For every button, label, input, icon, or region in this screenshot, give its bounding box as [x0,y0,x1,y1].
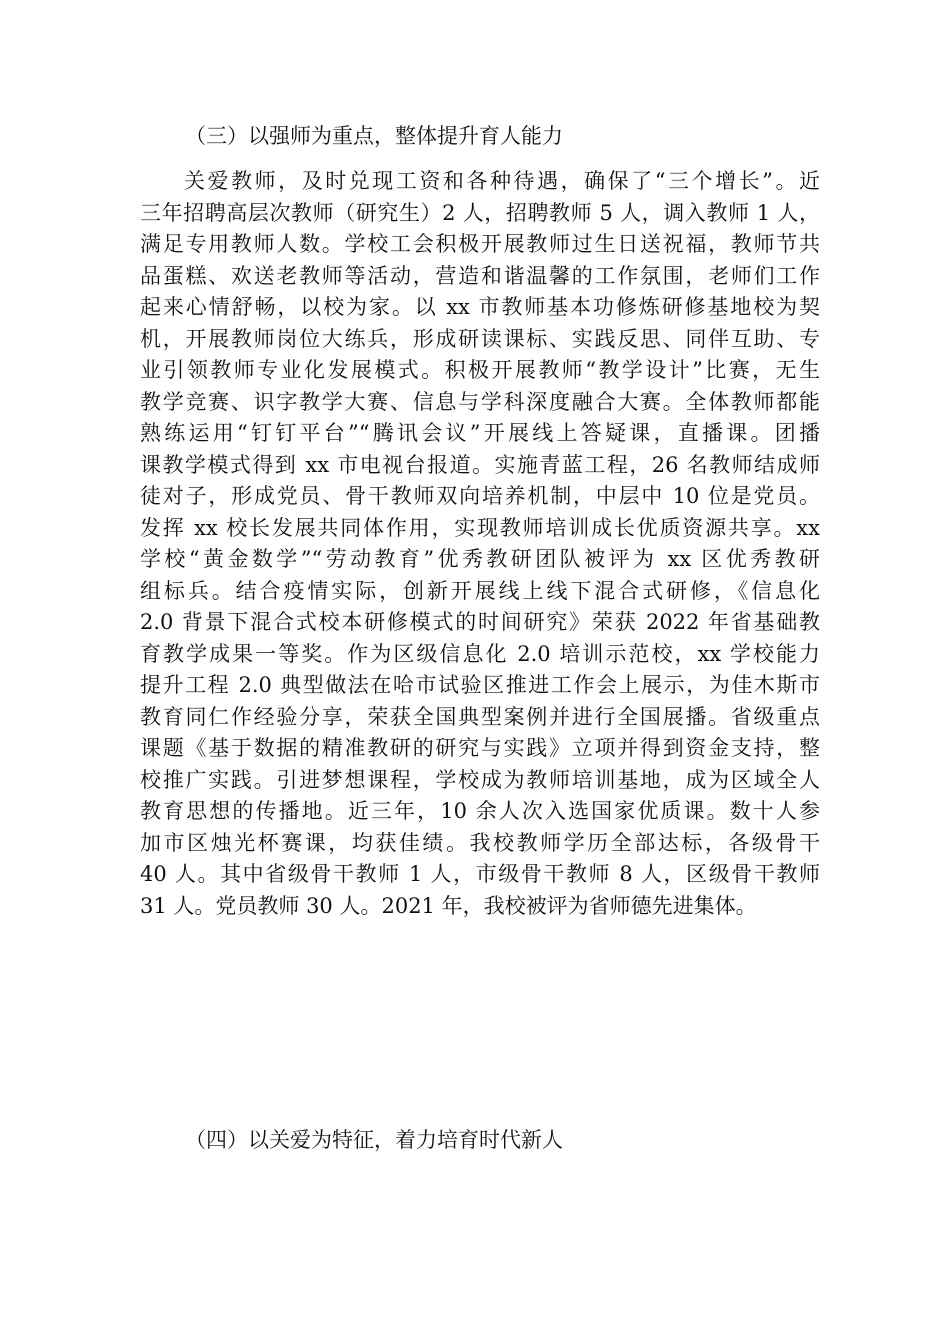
paragraph-line: 提升工程 2.0 典型做法在哈市试验区推进工作会上展示，为佳木斯市 [140,673,820,697]
paragraph-line: 校推广实践。引进梦想课程，学校成为教师培训基地，成为区域全人 [140,767,820,792]
paragraph-line: 2.0 背景下混合式校本研修模式的时间研究》荣获 2022 年省基础教 [140,610,820,634]
body-paragraph [140,166,820,922]
paragraph-line: 发挥 xx 校长发展共同体作用，实现教师培训成长优质资源共享。xx [140,515,820,540]
paragraph-line: 课题《基于数据的精准教研的研究与实践》立项并得到资金支持，整 [140,736,820,760]
paragraph-line: 学校“黄金数学”“劳动教育”优秀教研团队被评为 xx 区优秀教研 [140,547,820,571]
paragraph-line: 业引领教师专业化发展模式。积极开展教师“教学设计”比赛，无生 [140,358,820,382]
paragraph-line: 机，开展教师岗位大练兵，形成研读课标、实践反思、同伴互助、专 [140,326,820,351]
paragraph-line: 徒对子，形成党员、骨干教师双向培养机制，中层中 10 位是党员。 [140,484,820,508]
section-heading-4: （四）以关爱为特征，着力培育时代新人 [185,1128,563,1152]
paragraph-line: 满足专用教师人数。学校工会积极开展教师过生日送祝福，教师节共 [140,232,820,256]
paragraph-line: 育教学成果一等奖。作为区级信息化 2.0 培训示范校，xx 学校能力 [140,641,820,666]
paragraph-line: 教育同仁作经验分享，荣获全国典型案例并进行全国展播。省级重点 [140,704,820,729]
paragraph-line: 教育思想的传播地。近三年，10 余人次入选国家优质课。数十人参 [140,799,820,823]
paragraph-line: 加市区烛光杯赛课，均获佳绩。我校教师学历全部达标，各级骨干 [140,830,820,855]
paragraph-line: 熟练运用“钉钉平台”“腾讯会议”开展线上答疑课，直播课。团播 [140,421,820,445]
paragraph-line: 三年招聘高层次教师（研究生）2 人，招聘教师 5 人，调入教师 1 人， [140,200,820,225]
paragraph-line: 40 人。其中省级骨干教师 1 人，市级骨干教师 8 人，区级骨干教师 [140,862,820,886]
section-heading-3: （三）以强师为重点，整体提升育人能力 [185,124,563,148]
paragraph-line: 关爱教师，及时兑现工资和各种待遇，确保了“三个增长”。近 [184,169,820,193]
paragraph-line: 课教学模式得到 xx 市电视台报道。实施青蓝工程，26 名教师结成师 [140,452,820,477]
paragraph-line: 组标兵。结合疫情实际，创新开展线上线下混合式研修，《信息化 [140,578,820,603]
paragraph-line: 教学竞赛、识字教学大赛、信息与学科深度融合大赛。全体教师都能 [140,389,820,414]
paragraph-line: 品蛋糕、欢送老教师等活动，营造和谐温馨的工作氛围，老师们工作 [140,263,820,288]
paragraph-line: 31 人。党员教师 30 人。2021 年，我校被评为省师德先进集体。 [140,893,757,918]
paragraph-line: 起来心情舒畅，以校为家。以 xx 市教师基本功修炼研修基地校为契 [140,295,820,319]
